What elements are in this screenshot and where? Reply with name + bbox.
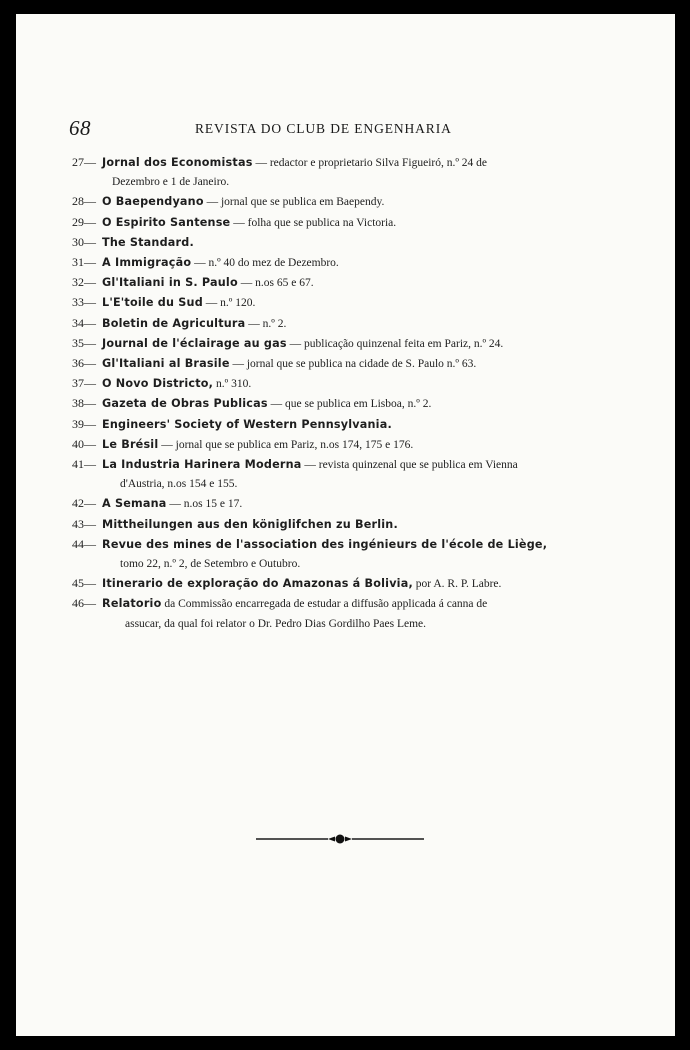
list-item <box>72 293 622 313</box>
journal-title: REVISTA DO CLUB DE ENGENHARIA <box>195 121 452 136</box>
list-item <box>72 153 622 173</box>
list-item <box>72 535 622 555</box>
entry-number: 38— <box>72 396 96 411</box>
entry-title: The Standard. <box>102 235 194 249</box>
list-item <box>72 515 622 535</box>
entry-title: La Industria Harinera Moderna <box>102 458 302 472</box>
entry-title: Itinerario de exploração do Amazonas á Bolivia, <box>102 577 413 591</box>
entry-number: 33— <box>72 295 96 310</box>
list-item <box>72 574 622 594</box>
entry-number: 28— <box>72 194 96 209</box>
entry-description: por A. R. P. Labre. <box>412 578 502 591</box>
entry-title: Mittheilungen aus den königlifchen zu Berlin. <box>102 517 398 531</box>
entry-number: 42— <box>72 496 96 511</box>
entry-title: O Baependyano <box>102 195 204 209</box>
entry-title: Gazeta de Obras Publicas <box>102 397 268 411</box>
entry-description: — n.º 40 do mez de Dezembro. <box>191 257 339 270</box>
list-item <box>72 494 622 514</box>
entry-title: Boletin de Agricultura <box>102 316 246 330</box>
entry-description: — redactor e proprietario Silva Figueiró, n.º 24 de <box>252 157 488 169</box>
entry-title: O Espirito Santense <box>102 215 231 229</box>
entry-description: — revista quinzenal que se publica em Vienna <box>301 459 518 472</box>
entry-description: — n.º 120. <box>202 297 256 310</box>
list-item <box>72 374 622 394</box>
entry-number: 37— <box>72 376 96 391</box>
entry-title: O Novo Districto, <box>102 377 214 391</box>
entry-description: — folha que se publica na Victoria. <box>230 216 397 229</box>
entry-number: 45— <box>72 576 96 591</box>
list-item <box>72 354 622 374</box>
entry-continuation: tomo 22, n.º 2, de Setembro e Outubro. <box>120 558 301 571</box>
entry-number: 46— <box>72 596 96 611</box>
list-item <box>72 233 622 253</box>
list-item <box>72 455 622 475</box>
entry-continuation: Dezembro e 1 de Janeiro. <box>112 176 230 189</box>
entry-number: 41— <box>72 457 96 472</box>
list-item <box>72 435 622 455</box>
entry-description: — n.os 65 e 67. <box>237 277 314 290</box>
entry-number: 27— <box>72 155 96 169</box>
list-item <box>72 253 622 273</box>
entry-continuation: assucar, da qual foi relator o Dr. Pedro Dias Gordilho Paes Leme. <box>125 617 427 630</box>
entry-description: — jornal que se publica em Pariz, n.os 174, 175 e 176. <box>158 438 414 451</box>
entry-number: 29— <box>72 214 96 229</box>
entry-description: — n.os 15 e 17. <box>166 498 243 511</box>
entry-title: Gl'Italiani al Brasile <box>102 357 230 371</box>
ornament-divider-icon <box>256 832 424 846</box>
entry-description: — n.º 2. <box>245 317 287 330</box>
entry-description: — que se publica em Lisboa, n.º 2. <box>267 398 432 411</box>
list-item <box>72 594 622 614</box>
page-number: 68 <box>69 116 91 140</box>
entry-number: 32— <box>72 275 96 290</box>
entry-number: 30— <box>72 234 96 249</box>
entry-number: 43— <box>72 516 96 531</box>
entry-number: 39— <box>72 416 96 431</box>
entry-title: Relatorio <box>102 597 162 611</box>
entry-title: Le Brésil <box>102 437 159 451</box>
document-page <box>16 14 675 1036</box>
entry-description: — jornal que se publica na cidade de S. Paulo n.º 63. <box>229 358 477 371</box>
entry-continuation: d'Austria, n.os 154 e 155. <box>120 478 238 491</box>
entry-number: 36— <box>72 356 96 371</box>
publication-list <box>72 153 622 634</box>
entry-title: Jornal dos Economistas <box>102 156 253 169</box>
entry-description: n.º 310. <box>213 378 252 391</box>
list-item <box>72 394 622 414</box>
entry-number: 35— <box>72 335 96 350</box>
entry-number: 40— <box>72 436 96 451</box>
page-header <box>69 116 629 140</box>
entry-description: — publicação quinzenal feita em Pariz, n.º 24. <box>286 337 504 350</box>
entry-title: A Immigração <box>102 256 192 270</box>
list-item <box>72 213 622 233</box>
entry-title: Gl'Italiani in S. Paulo <box>102 276 238 290</box>
entry-number: 31— <box>72 255 96 270</box>
entry-number: 34— <box>72 315 96 330</box>
entry-title: Revue des mines de l'association des ingénieurs de l'école de Liège, <box>102 537 548 551</box>
entry-title: A Semana <box>102 497 167 511</box>
list-item <box>72 415 622 435</box>
list-item <box>72 334 622 354</box>
entry-title: Journal de l'éclairage au gas <box>102 336 287 350</box>
list-item <box>72 314 622 334</box>
entry-title: L'E'toile du Sud <box>102 296 203 310</box>
entry-description: da Commissão encarregada de estudar a diffusão applicada á canna de <box>161 598 488 611</box>
entry-title: Engineers' Society of Western Pennsylvania. <box>102 417 392 431</box>
list-item <box>72 192 622 212</box>
list-item <box>72 273 622 293</box>
entry-description: — jornal que se publica em Baependy. <box>203 196 385 209</box>
entry-number: 44— <box>72 536 96 551</box>
